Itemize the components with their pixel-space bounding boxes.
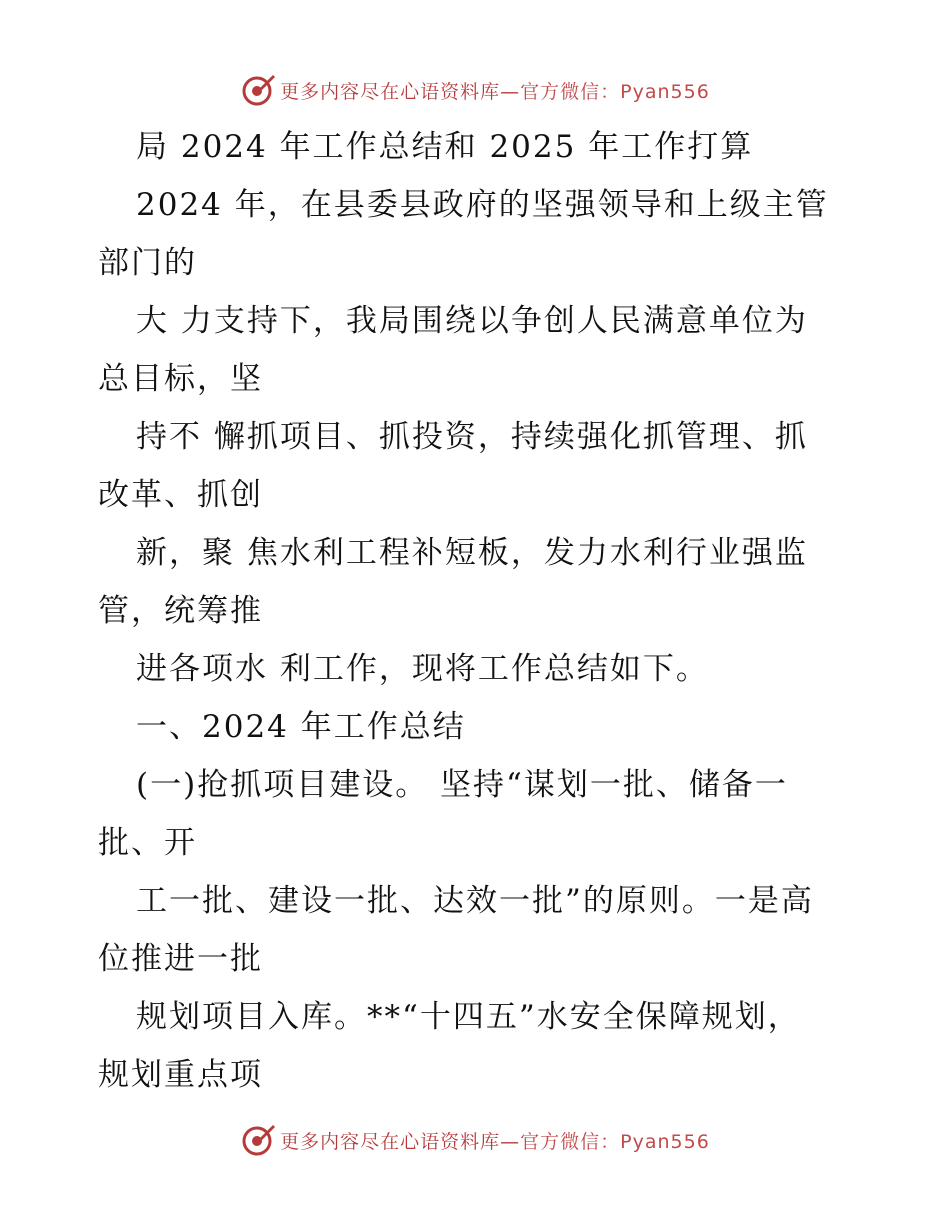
- doc-line: 2024 年，在县委县政府的坚强领导和上级主管: [136, 187, 829, 223]
- pen-logo-icon: [240, 72, 276, 108]
- doc-line: 持不 懈抓项目、抓投资，持续强化抓管理、抓: [136, 419, 808, 455]
- watermark-text: [280, 1127, 710, 1154]
- doc-line: 部门的: [98, 245, 197, 281]
- section-heading: 一、2024 年工作总结: [136, 709, 466, 745]
- doc-line: 新，聚 焦水利工程补短板，发力水利行业强监: [136, 535, 808, 571]
- doc-line: (一)抢抓项目建设。 坚持“谋划一批、储备一: [136, 767, 788, 803]
- doc-line: 规划重点项: [98, 1057, 263, 1093]
- watermark-text: [280, 77, 710, 104]
- doc-line: 大 力支持下，我局围绕以争创人民满意单位为: [136, 303, 808, 339]
- doc-line: 位推进一批: [98, 941, 263, 977]
- doc-title-line: 局 2024 年工作总结和 2025 年工作打算: [136, 129, 754, 165]
- watermark-site-text: 更多内容尽在心语资料库—: [280, 1130, 521, 1153]
- watermark-banner-top: [0, 70, 950, 110]
- watermark-site-text: 更多内容尽在心语资料库—: [280, 80, 521, 103]
- watermark-banner-bottom: [0, 1120, 950, 1160]
- doc-line: 总目标，坚: [98, 361, 263, 397]
- doc-line: 规划项目入库。**“十四五”水安全保障规划，: [136, 999, 801, 1035]
- doc-line: 改革、抓创: [98, 477, 263, 513]
- doc-line: 批、开: [98, 825, 197, 861]
- doc-line: 进各项水 利工作，现将工作总结如下。: [136, 651, 709, 687]
- pen-logo-icon: [240, 1122, 276, 1158]
- document-body: [98, 118, 858, 1104]
- watermark-wechat-text: 官方微信：Pyan556: [520, 1130, 710, 1153]
- doc-line: 管，统筹推: [98, 593, 263, 629]
- doc-line: 工一批、建设一批、达效一批”的原则。一是高: [136, 883, 814, 919]
- watermark-wechat-text: 官方微信：Pyan556: [520, 80, 710, 103]
